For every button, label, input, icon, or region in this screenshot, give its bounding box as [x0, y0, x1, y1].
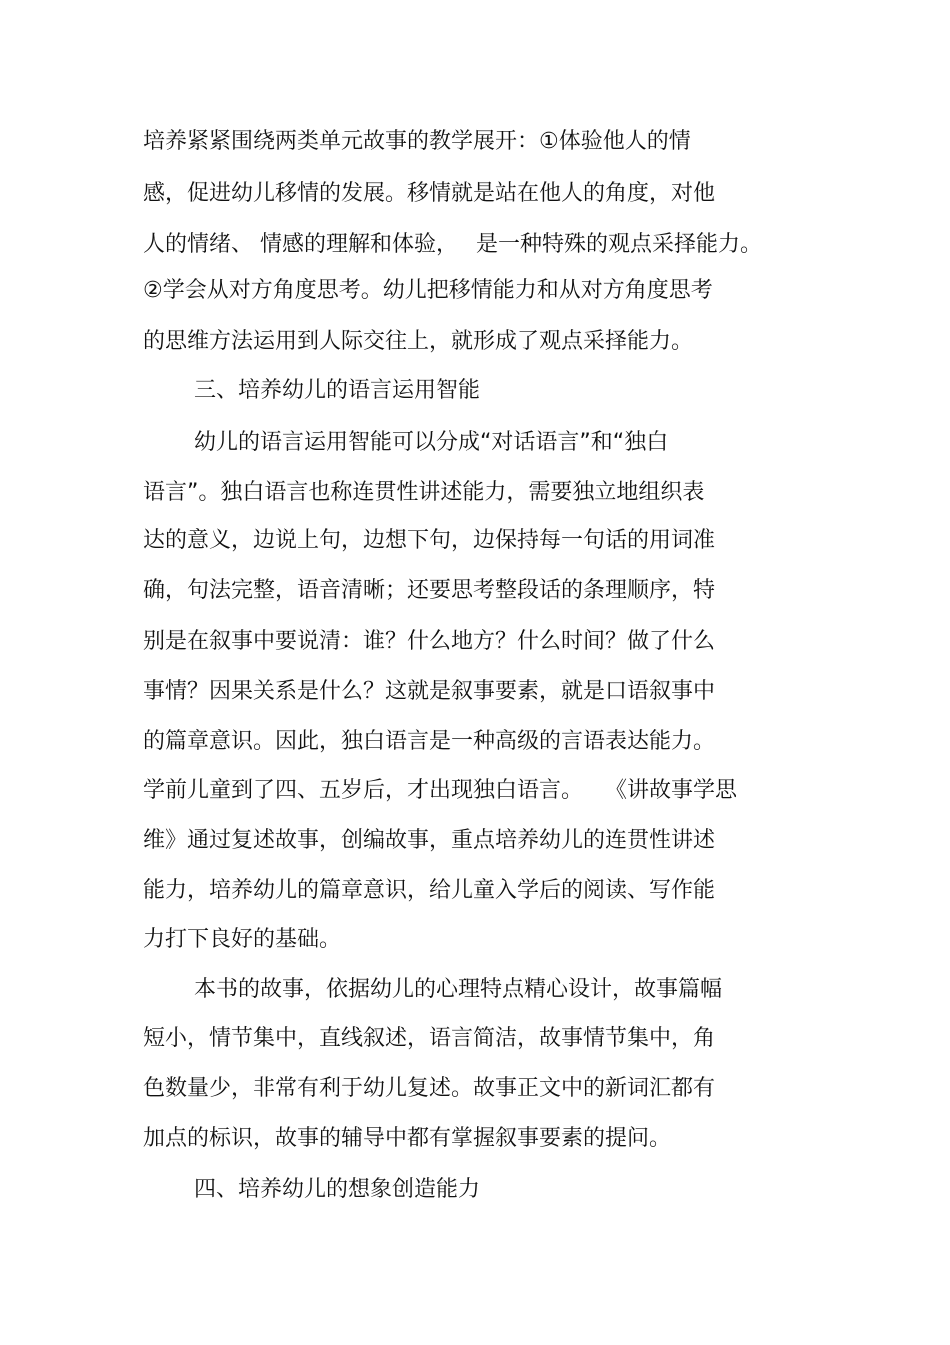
text-line: 语言”。独白语言也称连贯性讲述能力，需要独立地组织表 [143, 480, 705, 505]
section-heading: 三、培养幼儿的语言运用智能 [194, 378, 481, 403]
text-line: 幼儿的语言运用智能可以分成“对话语言”和“独白 [194, 430, 669, 455]
text-line: 人的情绪、 情感的理解和体验， 是一种特殊的观点采择能力。 [143, 232, 762, 257]
text-line: 加点的标识，故事的辅导中都有掌握叙事要素的提问。 [143, 1126, 672, 1151]
text-line: 学前儿童到了四、五岁后，才出现独白语言。 《讲故事学思 [143, 778, 738, 803]
section-heading: 四、培养幼儿的想象创造能力 [194, 1177, 481, 1202]
text-line: ②学会从对方角度思考。幼儿把移情能力和从对方角度思考 [143, 278, 713, 303]
text-line: 别是在叙事中要说清：谁？什么地方？什么时间？做了什么 [143, 629, 716, 654]
text-line: 色数量少，非常有利于幼儿复述。故事正文中的新词汇都有 [143, 1076, 716, 1101]
text-line: 培养紧紧围绕两类单元故事的教学展开：①体验他人的情 [143, 129, 691, 154]
text-line: 的篇章意识。因此，独白语言是一种高级的言语表达能力。 [143, 729, 716, 754]
text-line: 力打下良好的基础。 [143, 927, 342, 952]
text-line: 确，句法完整，语音清晰；还要思考整段话的条理顺序，特 [143, 578, 716, 603]
text-line: 维》通过复述故事，创编故事，重点培养幼儿的连贯性讲述 [143, 828, 716, 853]
text-line: 的思维方法运用到人际交往上，就形成了观点采择能力。 [143, 329, 694, 354]
text-line: 事情？因果关系是什么？这就是叙事要素，就是口语叙事中 [143, 679, 716, 704]
text-line: 本书的故事，依据幼儿的心理特点精心设计，故事篇幅 [194, 977, 723, 1002]
text-line: 短小，情节集中，直线叙述，语言简洁，故事情节集中，角 [143, 1026, 716, 1051]
text-line: 能力，培养幼儿的篇章意识，给儿童入学后的阅读、写作能 [143, 878, 716, 903]
text-line: 感，促进幼儿移情的发展。移情就是站在他人的角度，对他 [143, 181, 716, 206]
text-line: 达的意义，边说上句，边想下句，边保持每一句话的用词准 [143, 528, 716, 553]
